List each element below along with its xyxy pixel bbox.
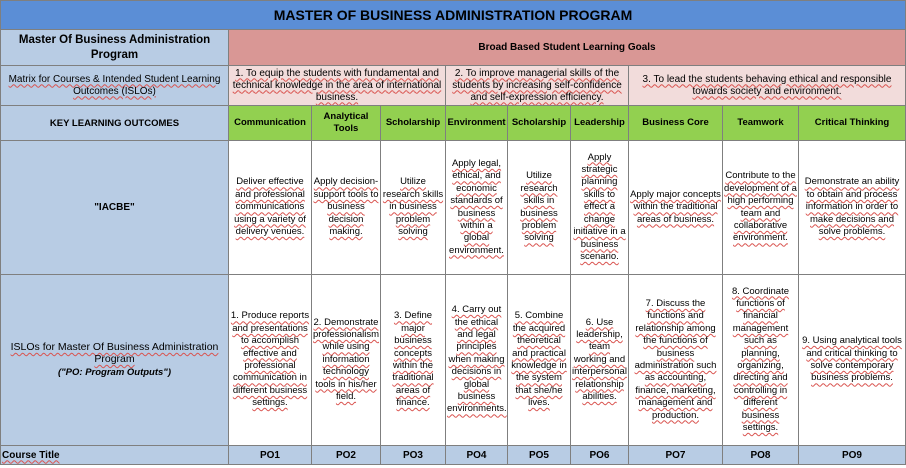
goal-1: 1. To equip the students with fundamental and technical knowledge in the area of international business. — [229, 66, 446, 106]
po-code: PO5 — [508, 446, 571, 465]
iacbe-outcome: Apply legal, ethical, and economic standards of business within a global environment. — [446, 141, 508, 275]
po-code: PO7 — [629, 446, 723, 465]
islo-outcome: 4. Carry out the ethical and legal principles when making decisions in global business environments. — [446, 275, 508, 446]
key-learning-outcomes-label: KEY LEARNING OUTCOMES — [1, 106, 229, 141]
skill-business-core: Business Core — [629, 106, 723, 141]
iacbe-outcome: Deliver effective and professional communications using a variety of delivery venues. — [229, 141, 312, 275]
po-code: PO6 — [571, 446, 629, 465]
po-code: PO4 — [446, 446, 508, 465]
skill-environment: Environment — [446, 106, 508, 141]
skill-scholarship: Scholarship — [381, 106, 446, 141]
islo-outcome: 5. Combine the acquired theoretical and practical knowledge in the system that she/he lives. — [508, 275, 571, 446]
islo-outcome: 8. Coordinate functions of financial management such as planning, organizing, directing and controlling in different business settings. — [723, 275, 799, 446]
iacbe-outcome: Utilize research skills in business problem solving — [381, 141, 446, 275]
course-title-label: Course Title — [1, 446, 229, 465]
iacbe-outcome: Demonstrate an ability to obtain and process information in order to make decisions and solve problems. — [799, 141, 906, 275]
islo-outcome: 7. Discuss the functions and relationship among the functions of business administration such as accounting, finance, marketing, management and production. — [629, 275, 723, 446]
goal-3: 3. To lead the students behaving ethical and responsible towards society and environment. — [629, 66, 906, 106]
skill-leadership: Leadership — [571, 106, 629, 141]
goal-2: 2. To improve managerial skills of the students by increasing self-confidence and self-expression efficiency. — [446, 66, 629, 106]
po-code: PO8 — [723, 446, 799, 465]
iacbe-outcome: Contribute to the development of a high performing team and collaborative environment. — [723, 141, 799, 275]
iacbe-outcome: Apply major concepts within the traditional areas of business. — [629, 141, 723, 275]
iacbe-label: "IACBE" — [1, 141, 229, 275]
matrix-label: Matrix for Courses & Intended Student Learning Outcomes (ISLOs) — [1, 66, 229, 106]
islo-outcome: 9. Using analytical tools and critical thinking to solve contemporary business problems. — [799, 275, 906, 446]
po-code: PO3 — [381, 446, 446, 465]
page-title: MASTER OF BUSINESS ADMINISTRATION PROGRAM — [1, 1, 906, 30]
islo-outcome: 6. Use leadership, team working and interpersonal relationship abilities. — [571, 275, 629, 446]
program-label: Master Of Business Administration Program — [1, 30, 229, 66]
skill-communication: Communication — [229, 106, 312, 141]
goals-header: Broad Based Student Learning Goals — [229, 30, 906, 66]
islo-outcome: 2. Demonstrate professionalism while using information technology tools in his/her field. — [312, 275, 381, 446]
iacbe-outcome: Apply decision-support tools to business decision making. — [312, 141, 381, 275]
iacbe-outcome: Apply strategic planning skills to effect a change initiative in a business scenario. — [571, 141, 629, 275]
skill-scholarship-2: Scholarship — [508, 106, 571, 141]
po-code: PO9 — [799, 446, 906, 465]
po-code: PO1 — [229, 446, 312, 465]
skill-critical-thinking: Critical Thinking — [799, 106, 906, 141]
po-code: PO2 — [312, 446, 381, 465]
iacbe-outcome: Utilize research skills in business problem solving — [508, 141, 571, 275]
islo-label: ISLOs for Master Of Business Administration Program ("PO: Program Outputs") — [1, 275, 229, 446]
islo-sublabel: ("PO: Program Outputs") — [58, 367, 171, 378]
skill-teamwork: Teamwork — [723, 106, 799, 141]
skill-analytical-tools: Analytical Tools — [312, 106, 381, 141]
islo-outcome: 3. Define major business concepts within the traditional areas of finance. — [381, 275, 446, 446]
islo-outcome: 1. Produce reports and presentations to accomplish effective and professional communication in different business settings. — [229, 275, 312, 446]
